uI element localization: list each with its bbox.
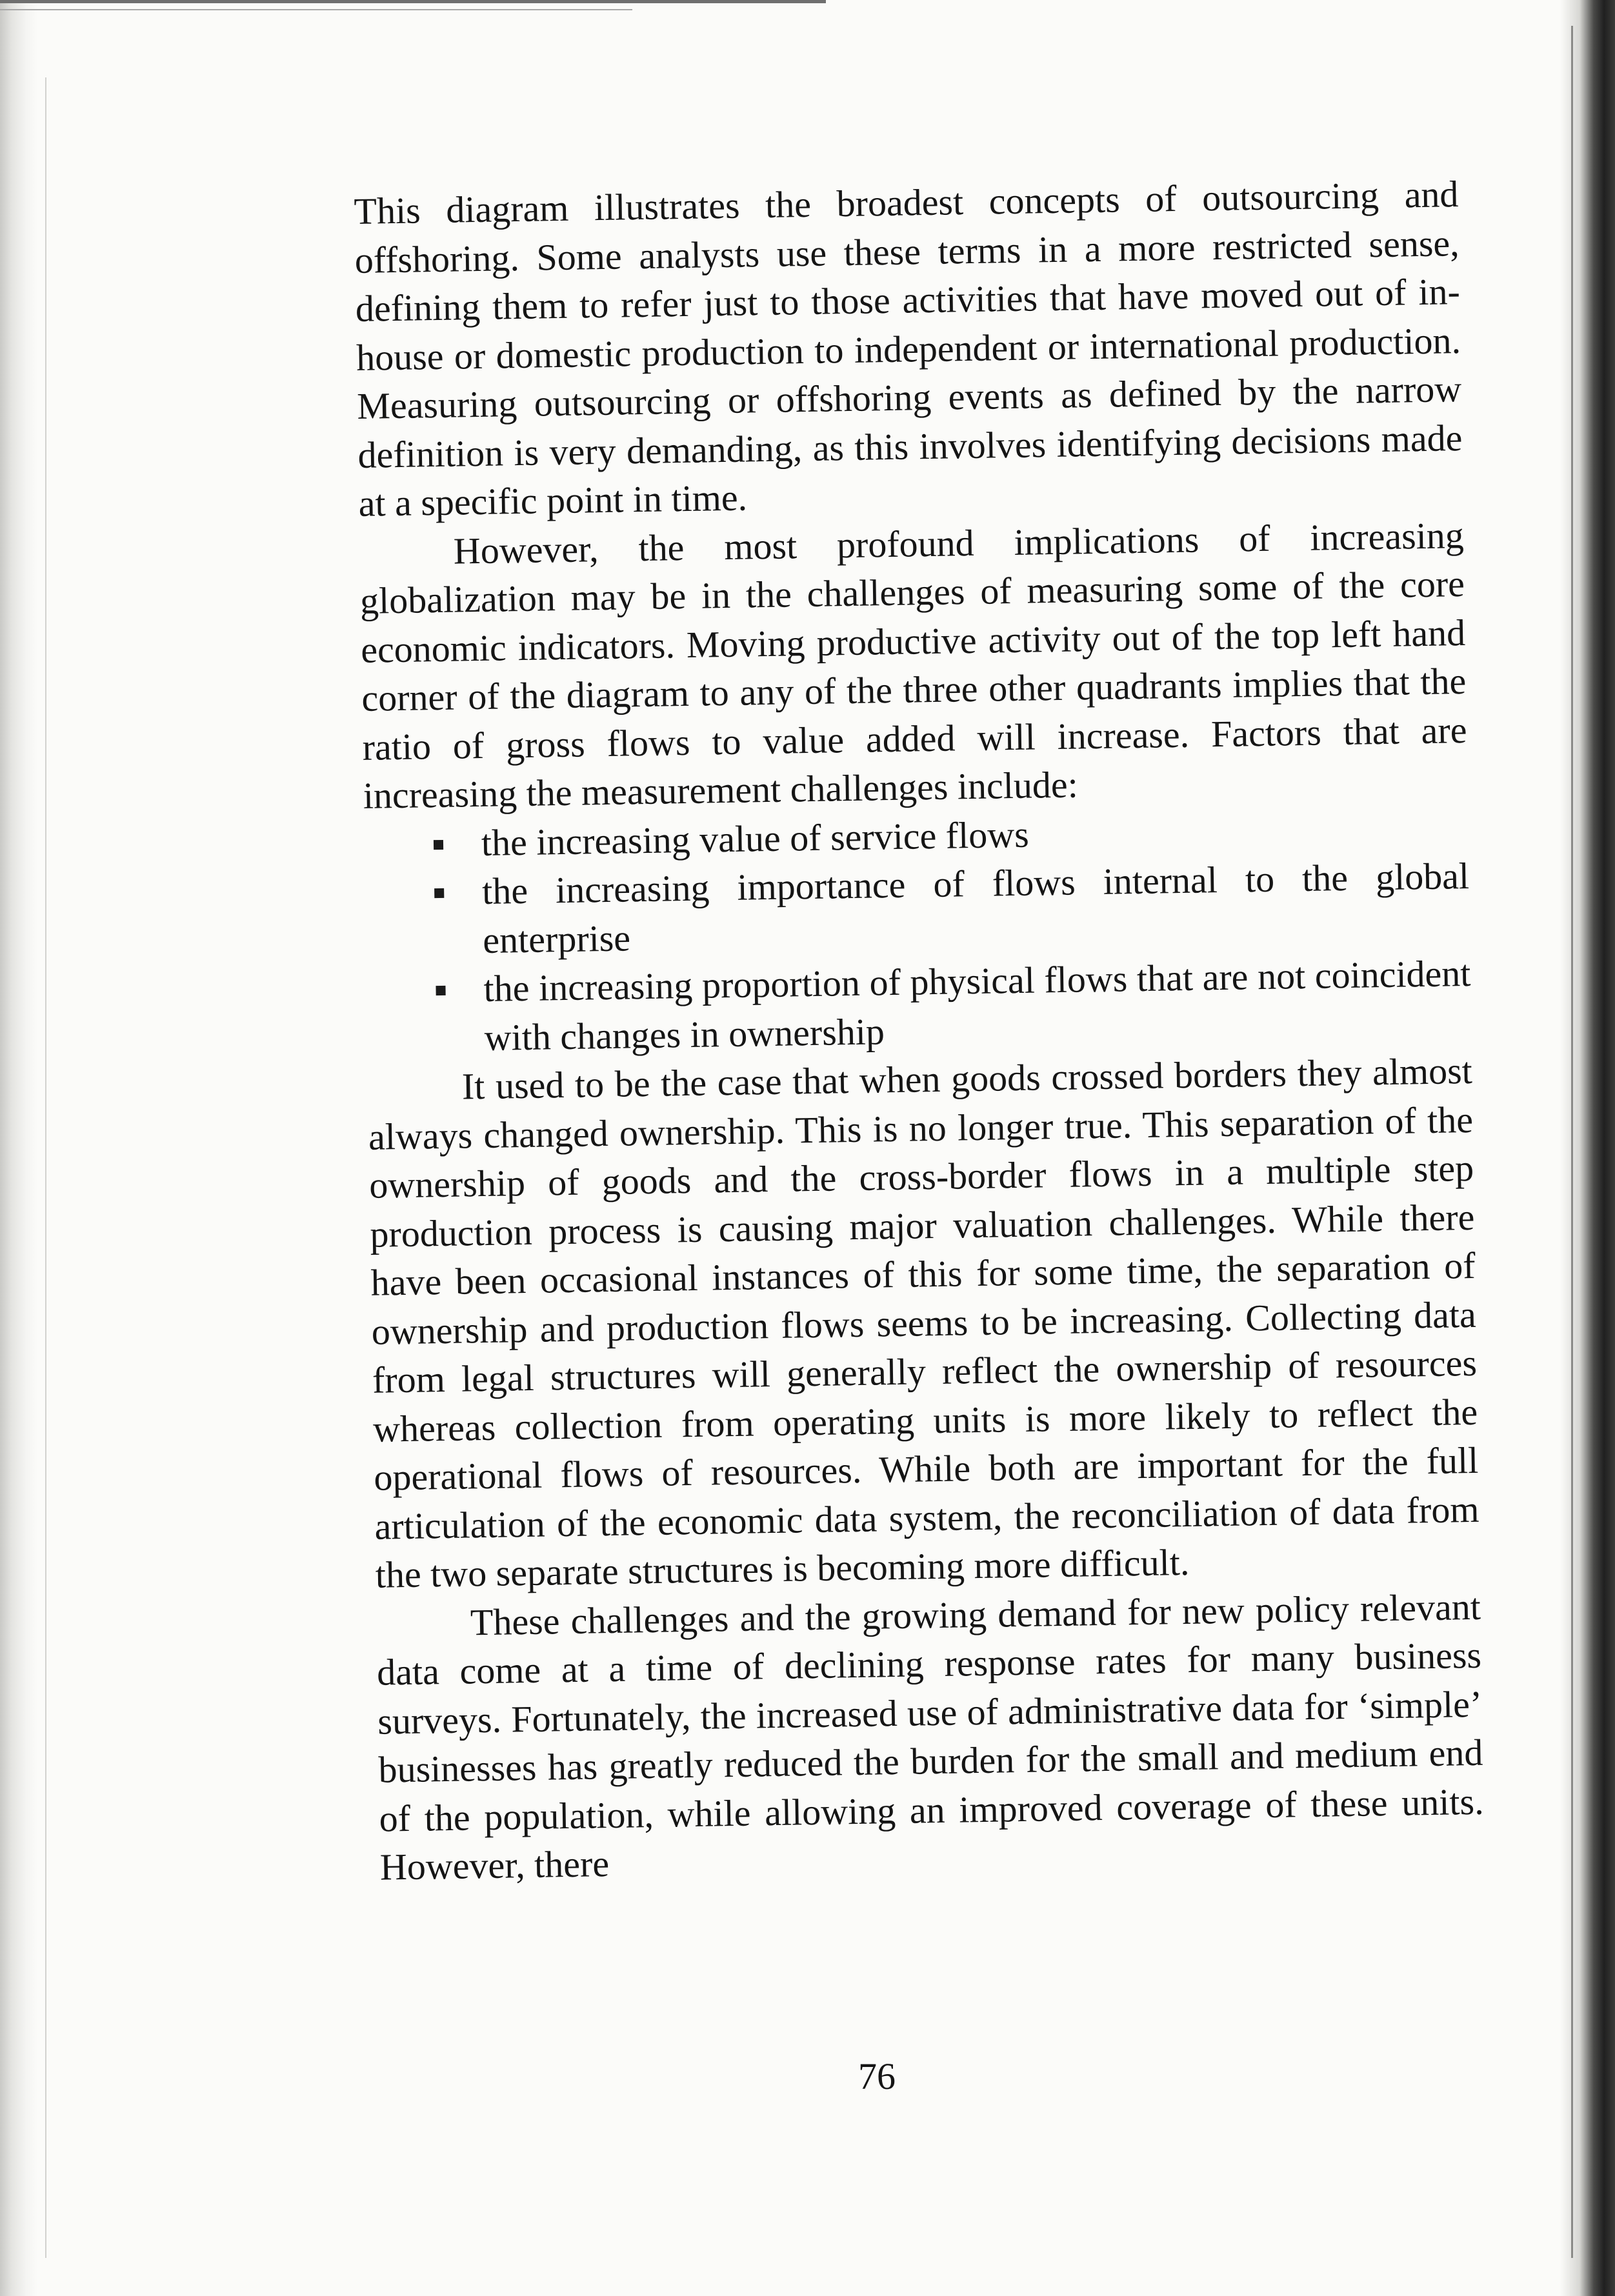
paragraph-diagram-concepts: This diagram illustrates the broadest concepts of outsourcing and offshoring. Some analysts use these terms in a more restricted sense, defining them to refer just to those activities that have moved out of in-house or domestic production to independent or international production. Measuring outsourcing or offshoring events as defined by the narrow definition is very demanding, as this involves identifying decisions made at a specific point in time. bbox=[354, 173, 1463, 524]
page-body-text bbox=[354, 170, 1489, 2122]
scan-left-edge-shadow bbox=[0, 0, 37, 2296]
scan-top-edge-thin bbox=[0, 9, 632, 10]
paragraph-ownership-separation: It used to be the case that when goods crossed borders they almost always changed ownership. This is no longer true. This separation of the ownership of goods and the cross-border flows in a multiple step production process is causing major valuation challenges. While there have been occasional instances of this for some time, the separation of ownership and production flows seems to be increasing. Collecting data from legal structures will generally reflect the ownership of resources whereas collection from operating units is more likely to reflect the operational flows of resources. While both are important for the full articulation of the economic data system, the reconciliation of data from the two separate structures is becoming more difficult. bbox=[368, 1049, 1480, 1596]
measurement-challenges-list bbox=[363, 803, 1472, 1063]
scan-right-edge-shadow bbox=[1560, 0, 1615, 2296]
scan-right-edge-line bbox=[1571, 26, 1573, 2258]
list-item bbox=[365, 852, 1470, 966]
page-number: 76 bbox=[858, 2055, 896, 2097]
square-bullet-icon bbox=[434, 839, 443, 849]
list-item-text: the increasing importance of flows internal to the global enterprise bbox=[481, 854, 1470, 961]
square-bullet-icon bbox=[436, 986, 445, 995]
square-bullet-icon bbox=[434, 888, 444, 898]
scan-left-gutter-line bbox=[45, 77, 46, 2258]
paragraph-globalization-implications: However, the most profound implications of increasing globalization may be in the challenges of measuring some of the core economic indicators. Moving productive activity out of the top left hand corner of the diagram to any of the three other quadrants implies that the ratio of gross flows to value added will increase. Factors that are increasing the measurement challenges include: bbox=[359, 514, 1467, 817]
scan-top-edge bbox=[0, 0, 826, 3]
paragraph-response-rates: These challenges and the growing demand for new policy relevant data come at a time of declining response rates for many business surveys. Fortunately, the increased use of administrative data for ‘simple’ businesses has greatly reduced the burden for the small and medium end of the population, while allowing an improved coverage of these units. However, there bbox=[376, 1585, 1485, 1888]
list-item-text: the increasing value of service flows bbox=[481, 813, 1030, 864]
list-item bbox=[366, 949, 1472, 1064]
list-item-text: the increasing proportion of physical flows that are not coincident with changes in ownership bbox=[483, 952, 1471, 1059]
